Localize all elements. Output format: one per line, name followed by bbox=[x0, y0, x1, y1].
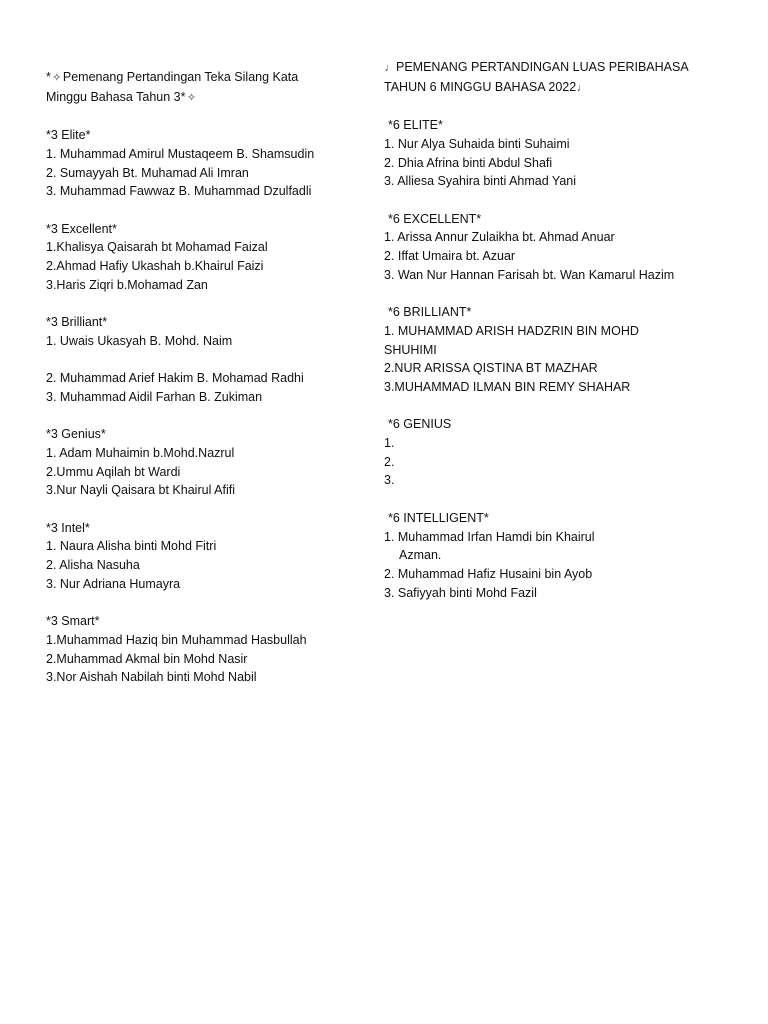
right-title-line2: TAHUN 6 MINGGU BAHASA 2022♩ bbox=[384, 78, 724, 98]
list-item: 1.Khalisya Qaisarah bt Mohamad Faizal bbox=[46, 240, 268, 255]
left-title-line1: *✧Pemenang Pertandingan Teka Silang Kata bbox=[46, 68, 366, 88]
title-prefix: * bbox=[46, 70, 51, 84]
list-item: 2.Ahmad Hafiy Ukashah b.Khairul Faizi bbox=[46, 259, 264, 273]
list-item: 3. Muhammad Fawwaz B. Muhammad Dzulfadli bbox=[46, 184, 312, 199]
list-item: 3. Nur Adriana Humayra bbox=[46, 576, 181, 591]
list-item: 2. Sumayyah Bt. Muhamad Ali Imran bbox=[46, 165, 249, 180]
spacer bbox=[384, 191, 724, 210]
list-item: 2. Muhammad Arief Hakim B. Mohamad Radhi bbox=[46, 371, 304, 386]
spacer bbox=[384, 397, 724, 416]
list-item: 2. Muhammad Hafiz Husaini bin Ayob bbox=[384, 566, 593, 581]
section-heading: *6 GENIUS bbox=[388, 417, 452, 432]
list-item: 3.Nur Nayli Qaisara bt Khairul Afifi bbox=[46, 483, 235, 498]
list-item: 3. Muhammad Aidil Farhan B. Zukiman bbox=[46, 389, 263, 404]
left-column bbox=[46, 68, 366, 687]
tulip-icon: ♩ bbox=[576, 81, 588, 94]
right-title-line1: ♩PEMENANG PERTANDINGAN LUAS PERIBAHASA bbox=[384, 58, 724, 78]
list-item: 1. Nur Alya Suhaida binti Suhaimi bbox=[384, 136, 570, 151]
section-heading: *3 Intel* bbox=[46, 520, 90, 535]
list-item: SHUHIMI bbox=[384, 342, 437, 357]
left-title-line2: Minggu Bahasa Tahun 3*✧ bbox=[46, 88, 366, 108]
list-item: 1.Muhammad Haziq bin Muhammad Hasbullah bbox=[46, 632, 307, 647]
list-item: 3. Safiyyah binti Mohd Fazil bbox=[384, 585, 537, 600]
section-heading: *6 ELITE* bbox=[388, 118, 443, 133]
list-item: 2. Iffat Umaira bt. Azuar bbox=[384, 249, 516, 263]
spacer bbox=[46, 594, 366, 613]
list-item: 2. Alisha Nasuha bbox=[46, 558, 140, 573]
section-heading: *6 BRILLIANT* bbox=[388, 305, 472, 320]
list-item: 3.MUHAMMAD ILMAN BIN REMY SHAHAR bbox=[384, 379, 631, 394]
list-item: 1. Muhammad Amirul Mustaqeem B. Shamsudin bbox=[46, 146, 315, 161]
spacer bbox=[384, 490, 724, 509]
list-item: 1. Uwais Ukasyah B. Mohd. Naim bbox=[46, 333, 233, 348]
spacer bbox=[46, 107, 366, 126]
right-column bbox=[384, 58, 724, 602]
list-item: 3.Haris Ziqri b.Mohamad Zan bbox=[46, 277, 208, 292]
list-item: 2.Muhammad Akmal bin Mohd Nasir bbox=[46, 651, 248, 666]
list-item: 1. Muhammad Irfan Hamdi bin Khairul bbox=[384, 529, 595, 544]
list-item: 2.Ummu Aqilah bt Wardi bbox=[46, 464, 181, 479]
spacer bbox=[46, 294, 366, 313]
spacer bbox=[46, 500, 366, 519]
list-item: 3. bbox=[384, 473, 395, 488]
spacer bbox=[46, 407, 366, 426]
list-item: 1. MUHAMMAD ARISH HADZRIN BIN MOHD bbox=[384, 323, 639, 338]
list-item: 1. Naura Alisha binti Mohd Fitri bbox=[46, 539, 217, 554]
section-heading: *3 Brilliant* bbox=[46, 315, 108, 330]
list-item: 1. Arissa Annur Zulaikha bt. Ahmad Anuar bbox=[384, 230, 615, 245]
spacer bbox=[384, 284, 724, 303]
list-item: 2.NUR ARISSA QISTINA BT MAZHAR bbox=[384, 361, 598, 376]
spacer bbox=[384, 97, 724, 116]
sparkle-icon: ✧ bbox=[186, 91, 197, 104]
list-item: Azman. bbox=[399, 548, 442, 563]
list-item: 1. Adam Muhaimin b.Mohd.Nazrul bbox=[46, 445, 235, 460]
spacer bbox=[46, 201, 366, 220]
section-heading: *3 Genius* bbox=[46, 427, 106, 442]
section-heading: *3 Elite* bbox=[46, 128, 91, 143]
spacer bbox=[46, 351, 366, 370]
section-heading: *6 EXCELLENT* bbox=[388, 211, 482, 226]
sparkle-icon: ✧ bbox=[52, 72, 62, 84]
list-item: 1. bbox=[384, 436, 395, 450]
list-item: 3. Alliesa Syahira binti Ahmad Yani bbox=[384, 174, 577, 189]
section-heading: *6 INTELLIGENT* bbox=[388, 510, 489, 525]
list-item: 3.Nor Aishah Nabilah binti Mohd Nabil bbox=[46, 670, 257, 685]
section-heading: *3 Excellent* bbox=[46, 221, 117, 236]
section-heading: *3 Smart* bbox=[46, 614, 100, 629]
list-item: 3. Wan Nur Hannan Farisah bt. Wan Kamarul Hazim bbox=[384, 267, 675, 282]
list-item: 2. Dhia Afrina binti Abdul Shafi bbox=[384, 155, 553, 170]
tulip-icon: ♩ bbox=[384, 62, 396, 74]
list-item: 2. bbox=[384, 454, 395, 469]
